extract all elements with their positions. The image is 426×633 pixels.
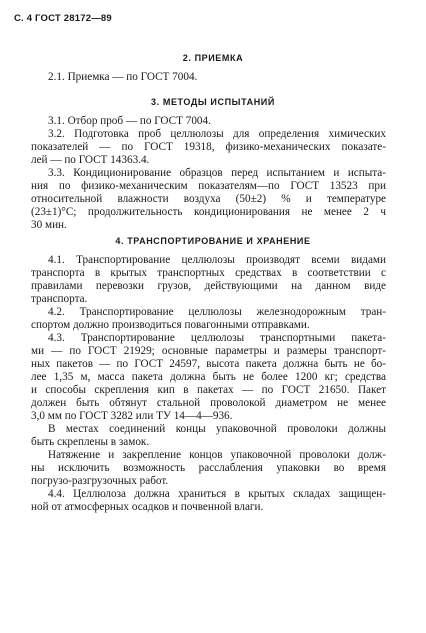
text-line: спортом должно производиться повагонными отправками. — [31, 319, 310, 331]
text-line: Натяжение и закрепление концов упаковочной проволоки долж- — [48, 449, 386, 461]
text-line: 3,0 мм по ГОСТ 3282 или ТУ 14—4—936. — [31, 410, 233, 422]
text-line: 4.1. Транспортирование целлюлозы производят всеми видами — [48, 254, 386, 266]
text-line: относительной влажности воздуха (50±2) % и температуре — [31, 193, 386, 205]
text-line: ной от атмосферных осадков и почвенной влаги. — [31, 501, 264, 513]
text-line: должен быть обтянут стальной проволокой диаметром не менее — [31, 397, 386, 409]
text-line: ми — по ГОСТ 21929; основные параметры и размеры транспорт- — [31, 345, 386, 357]
text-line: и способы скрепления кип в пакетах — по ГОСТ 21650. Пакет — [31, 384, 386, 396]
text-line: быть скреплены в замок. — [31, 436, 150, 448]
text-line: 2.1. Приемка — по ГОСТ 7004. — [48, 71, 198, 83]
text-line: погрузо-разгрузочных работ. — [31, 475, 169, 487]
text-line: ны исключить возможность расслабления упаковки во время — [31, 462, 386, 474]
text-line: В местах соединений концы упаковочной проволоки должны — [48, 423, 386, 435]
page-header: С. 4 ГОСТ 28172—89 — [14, 13, 112, 24]
text-line: лей — по ГОСТ 14363.4. — [31, 154, 150, 166]
text-line: ных пакетов — по ГОСТ 24597, высота пакета должна быть не бо- — [31, 358, 386, 370]
text-line: 3.2. Подготовка проб целлюлозы для определения химических — [48, 128, 386, 140]
section-3-heading: 3. МЕТОДЫ ИСПЫТАНИЙ — [151, 97, 275, 107]
text-line: 4.4. Целлюлоза должна храниться в крытых складах защищен- — [48, 488, 386, 500]
text-line: правилами перевозки грузов, действующими на данном виде — [31, 280, 386, 292]
text-line: транспорта в крытых транспортных средствах в соответствии с — [31, 267, 386, 279]
text-line: ния по физико-механическим показателям—по ГОСТ 13523 при — [31, 180, 386, 192]
text-line: 4.3. Транспортирование целлюлозы транспортными пакета- — [48, 332, 386, 344]
text-line: 30 мин. — [31, 219, 67, 231]
text-line: 4.2. Транспортирование целлюлозы железнодорожным тран- — [48, 306, 386, 318]
text-line: 3.1. Отбор проб — по ГОСТ 7004. — [48, 115, 211, 127]
text-line: показателей — по ГОСТ 19318, физико-механических показате- — [31, 141, 386, 153]
text-line: 3.3. Кондиционирование образцов перед испытанием и испыта- — [48, 167, 386, 179]
text-line: транспорта. — [31, 293, 88, 305]
text-line: (23±1)°С; продолжительность кондиционирования не менее 2 ч — [31, 206, 386, 218]
section-2-heading: 2. ПРИЕМКА — [182, 53, 244, 63]
section-4-heading: 4. ТРАНСПОРТИРОВАНИЕ И ХРАНЕНИЕ — [115, 236, 311, 246]
text-line: лее 1,35 м, масса пакета должна быть не более 1200 кг; средства — [31, 371, 386, 383]
